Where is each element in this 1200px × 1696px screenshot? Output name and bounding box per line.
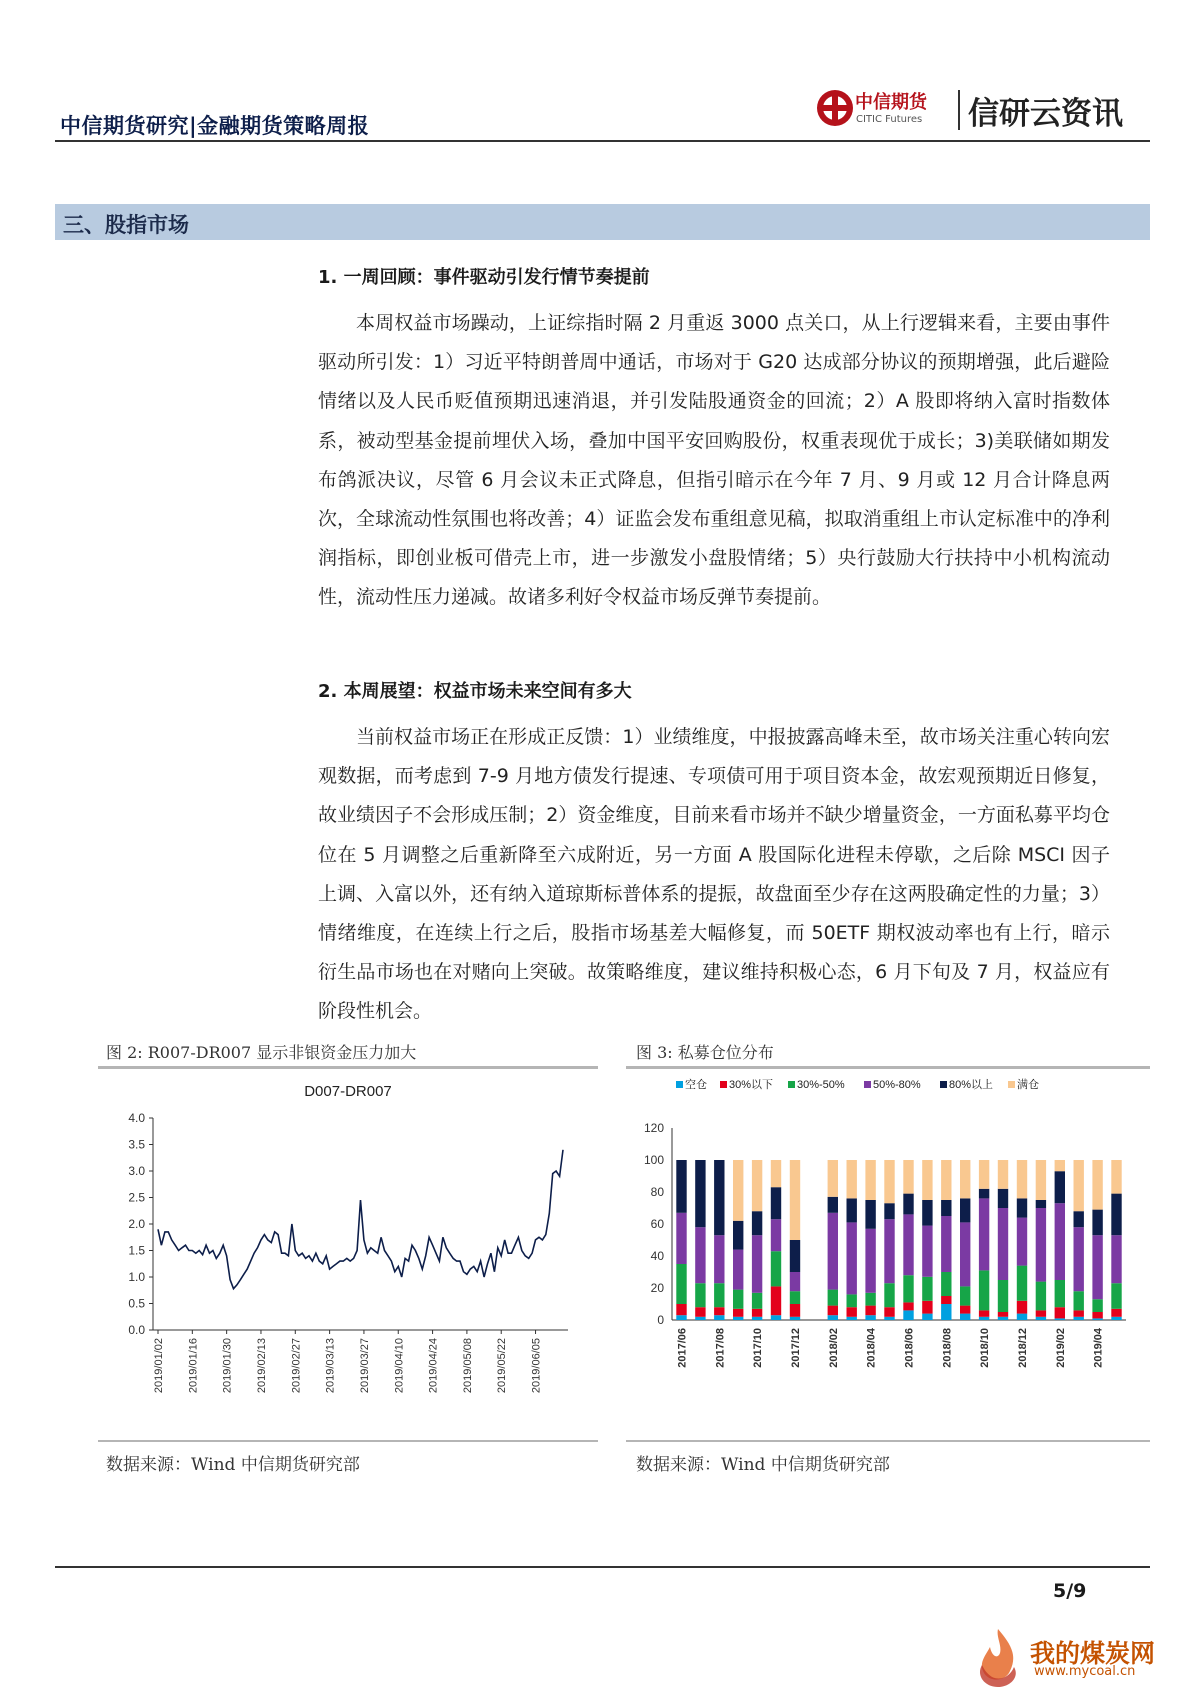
x-tick-label: 2019/04 bbox=[1092, 1328, 1105, 1368]
bar-segment bbox=[1017, 1198, 1027, 1217]
legend-label: 30%-50% bbox=[797, 1079, 845, 1091]
bar-segment bbox=[1017, 1160, 1027, 1198]
bar-segment bbox=[979, 1189, 989, 1199]
bar-segment bbox=[847, 1294, 857, 1307]
brand-name-en: CITIC Futures bbox=[856, 114, 923, 125]
bar-segment bbox=[714, 1235, 724, 1283]
y-tick-label: 0.5 bbox=[128, 1296, 145, 1311]
bar-segment bbox=[752, 1235, 762, 1293]
bar-segment bbox=[1111, 1317, 1121, 1320]
bar-segment bbox=[903, 1275, 913, 1302]
bar-segment bbox=[676, 1315, 686, 1320]
y-tick-label: 40 bbox=[650, 1249, 664, 1263]
bar-segment bbox=[733, 1290, 743, 1309]
bar-segment bbox=[1074, 1310, 1084, 1316]
bar-segment bbox=[1092, 1318, 1102, 1320]
stacked-bar-chart-position bbox=[626, 1072, 1150, 1438]
bar-segment bbox=[790, 1317, 800, 1320]
bar-segment bbox=[998, 1312, 1008, 1317]
bar-segment bbox=[960, 1198, 970, 1222]
figure-3-caption: 图 3: 私募仓位分布 bbox=[636, 1043, 774, 1062]
series-line bbox=[158, 1150, 563, 1289]
bar-segment bbox=[752, 1317, 762, 1320]
bar-segment bbox=[960, 1160, 970, 1198]
x-tick-label: 2019/03/13 bbox=[324, 1338, 337, 1394]
figure-2-top-rule bbox=[98, 1066, 598, 1069]
x-tick-label: 2019/01/16 bbox=[187, 1338, 200, 1394]
x-tick-label: 2019/05/08 bbox=[461, 1338, 474, 1394]
bar-segment bbox=[1036, 1317, 1046, 1320]
bar-segment bbox=[960, 1306, 970, 1314]
bar-segment bbox=[979, 1160, 989, 1189]
legend-swatch bbox=[676, 1081, 683, 1088]
bar-segment bbox=[847, 1317, 857, 1320]
x-tick-label: 2017/12 bbox=[789, 1328, 802, 1368]
bar-segment bbox=[1111, 1160, 1121, 1194]
subsection-title-review: 1. 一周回顾：事件驱动引发行情节奏提前 bbox=[318, 267, 650, 288]
bar-segment bbox=[922, 1160, 932, 1200]
bar-segment bbox=[771, 1286, 781, 1315]
bar-segment bbox=[1036, 1160, 1046, 1200]
x-tick-label: 2019/01/02 bbox=[153, 1338, 165, 1394]
bar-segment bbox=[1055, 1203, 1065, 1280]
bar-segment bbox=[1017, 1314, 1027, 1320]
bar-segment bbox=[733, 1317, 743, 1320]
bar-segment bbox=[733, 1309, 743, 1317]
bar-segment bbox=[790, 1291, 800, 1304]
bar-segment bbox=[1074, 1291, 1084, 1310]
y-tick-label: 4.0 bbox=[128, 1111, 145, 1125]
legend-label: 空仓 bbox=[685, 1079, 707, 1091]
bar-segment bbox=[771, 1187, 781, 1219]
y-tick-label: 80 bbox=[650, 1185, 664, 1199]
x-tick-label: 2019/02 bbox=[1054, 1328, 1067, 1368]
flame-logo-icon bbox=[970, 1625, 1025, 1690]
bar-segment bbox=[998, 1160, 1008, 1189]
x-tick-label: 2017/08 bbox=[714, 1328, 727, 1368]
bar-segment bbox=[1055, 1280, 1065, 1307]
section-title: 三、股指市场 bbox=[63, 213, 189, 237]
bar-segment bbox=[790, 1272, 800, 1291]
bar-segment bbox=[771, 1219, 781, 1251]
watermark-text: 我的煤炭网 bbox=[1030, 1639, 1156, 1668]
x-tick-label: 2019/02/27 bbox=[290, 1338, 303, 1394]
y-tick-label: 2.5 bbox=[128, 1190, 145, 1205]
bar-segment bbox=[922, 1200, 932, 1226]
y-tick-label: 120 bbox=[643, 1121, 664, 1135]
bar-segment bbox=[676, 1304, 686, 1315]
bar-segment bbox=[884, 1283, 894, 1307]
legend-swatch bbox=[940, 1081, 947, 1088]
bar-segment bbox=[1092, 1160, 1102, 1210]
bar-segment bbox=[1092, 1312, 1102, 1318]
bar-segment bbox=[903, 1194, 913, 1215]
bar-segment bbox=[998, 1208, 1008, 1280]
bar-segment bbox=[847, 1222, 857, 1294]
bar-segment bbox=[1111, 1235, 1121, 1283]
figure-3-bottom-rule bbox=[626, 1440, 1150, 1442]
bar-segment bbox=[847, 1307, 857, 1317]
page-number: 5/9 bbox=[1053, 1580, 1087, 1602]
bar-segment bbox=[884, 1219, 894, 1283]
bar-segment bbox=[884, 1317, 894, 1320]
bar-segment bbox=[865, 1315, 875, 1320]
bar-segment bbox=[998, 1280, 1008, 1312]
bar-segment bbox=[676, 1264, 686, 1304]
x-tick-label: 2018/12 bbox=[1016, 1328, 1029, 1368]
bar-segment bbox=[828, 1306, 838, 1316]
legend-label: 30%以下 bbox=[729, 1079, 774, 1091]
bar-segment bbox=[1111, 1194, 1121, 1236]
x-tick-label: 2018/02 bbox=[827, 1328, 840, 1368]
legend-swatch bbox=[1008, 1081, 1015, 1088]
bar-segment bbox=[884, 1160, 894, 1203]
bar-segment bbox=[695, 1283, 705, 1307]
bar-segment bbox=[998, 1317, 1008, 1320]
figure-2-bottom-rule bbox=[98, 1440, 598, 1442]
bar-segment bbox=[998, 1189, 1008, 1208]
bar-segment bbox=[865, 1229, 875, 1293]
x-tick-label: 2017/06 bbox=[676, 1328, 689, 1368]
section-bar bbox=[55, 204, 1150, 240]
bar-segment bbox=[960, 1286, 970, 1305]
y-tick-label: 3.0 bbox=[128, 1164, 145, 1178]
legend-label: 80%以上 bbox=[949, 1079, 994, 1091]
figure-3-source: 数据来源：Wind 中信期货研究部 bbox=[636, 1455, 890, 1475]
bar-segment bbox=[695, 1307, 705, 1317]
bar-segment bbox=[865, 1160, 875, 1200]
x-tick-label: 2018/06 bbox=[903, 1328, 916, 1368]
bar-segment bbox=[979, 1310, 989, 1316]
x-tick-label: 2019/01/30 bbox=[221, 1338, 234, 1394]
bar-segment bbox=[922, 1277, 932, 1301]
bar-segment bbox=[1055, 1307, 1065, 1318]
y-tick-label: 100 bbox=[643, 1153, 664, 1167]
x-tick-label: 2019/06/05 bbox=[530, 1338, 543, 1394]
bar-segment bbox=[979, 1270, 989, 1310]
bar-segment bbox=[960, 1222, 970, 1286]
bar-segment bbox=[676, 1160, 686, 1213]
bar-segment bbox=[828, 1290, 838, 1306]
x-tick-label: 2019/02/13 bbox=[255, 1338, 268, 1394]
bar-segment bbox=[1036, 1282, 1046, 1311]
bar-segment bbox=[733, 1160, 743, 1221]
bar-segment bbox=[752, 1309, 762, 1317]
bar-segment bbox=[771, 1251, 781, 1286]
bar-segment bbox=[733, 1221, 743, 1250]
bar-segment bbox=[1036, 1200, 1046, 1208]
bar-segment bbox=[752, 1293, 762, 1309]
y-tick-label: 1.5 bbox=[128, 1243, 145, 1258]
bar-segment bbox=[771, 1315, 781, 1320]
bar-segment bbox=[941, 1296, 951, 1304]
y-tick-label: 0.0 bbox=[128, 1323, 145, 1337]
bar-segment bbox=[903, 1160, 913, 1194]
chart-title: D007-DR007 bbox=[304, 1083, 392, 1100]
bar-segment bbox=[828, 1315, 838, 1320]
bar-segment bbox=[1055, 1318, 1065, 1320]
bar-segment bbox=[828, 1213, 838, 1290]
header-rule bbox=[55, 140, 1150, 142]
bar-segment bbox=[979, 1317, 989, 1320]
bar-segment bbox=[941, 1304, 951, 1320]
bar-segment bbox=[790, 1304, 800, 1317]
bar-segment bbox=[676, 1213, 686, 1264]
bar-segment bbox=[695, 1317, 705, 1320]
bar-segment bbox=[695, 1227, 705, 1283]
bar-segment bbox=[1092, 1235, 1102, 1299]
bar-segment bbox=[1074, 1160, 1084, 1211]
subsection-title-outlook: 2. 本周展望：权益市场未来空间有多大 bbox=[318, 681, 632, 702]
bar-segment bbox=[979, 1198, 989, 1270]
bar-segment bbox=[865, 1293, 875, 1306]
y-tick-label: 20 bbox=[650, 1281, 664, 1295]
bar-segment bbox=[828, 1197, 838, 1213]
x-tick-label: 2018/04 bbox=[865, 1328, 878, 1368]
bar-segment bbox=[1074, 1317, 1084, 1320]
x-tick-label: 2019/04/24 bbox=[427, 1338, 440, 1394]
report-header-title: 中信期货研究|金融期货策略周报 bbox=[60, 114, 370, 138]
legend-label: 满仓 bbox=[1017, 1079, 1039, 1091]
bar-segment bbox=[941, 1216, 951, 1272]
footer-rule bbox=[55, 1566, 1150, 1568]
bar-segment bbox=[1111, 1283, 1121, 1309]
bar-segment bbox=[865, 1200, 875, 1229]
figure-2-source: 数据来源：Wind 中信期货研究部 bbox=[106, 1455, 360, 1475]
y-tick-label: 2.0 bbox=[128, 1217, 145, 1231]
y-tick-label: 0 bbox=[657, 1313, 664, 1327]
bar-segment bbox=[941, 1272, 951, 1296]
x-tick-label: 2019/03/27 bbox=[358, 1338, 371, 1394]
bar-segment bbox=[865, 1306, 875, 1316]
bar-segment bbox=[790, 1240, 800, 1272]
bar-segment bbox=[790, 1160, 800, 1240]
x-tick-label: 2018/08 bbox=[941, 1328, 954, 1368]
legend-swatch bbox=[720, 1081, 727, 1088]
y-tick-label: 60 bbox=[650, 1217, 664, 1231]
bar-segment bbox=[922, 1314, 932, 1320]
bar-segment bbox=[922, 1226, 932, 1277]
x-tick-label: 2019/04/10 bbox=[393, 1338, 406, 1394]
bar-segment bbox=[903, 1214, 913, 1275]
bar-segment bbox=[847, 1160, 857, 1198]
figure-3-top-rule bbox=[626, 1066, 1150, 1069]
bar-segment bbox=[752, 1160, 762, 1211]
x-tick-label: 2019/05/22 bbox=[496, 1338, 509, 1394]
brand-name-cn: 中信期货 bbox=[855, 92, 927, 113]
bar-segment bbox=[941, 1160, 951, 1200]
legend-swatch bbox=[788, 1081, 795, 1088]
y-tick-label: 1.0 bbox=[128, 1270, 145, 1284]
bar-segment bbox=[1055, 1171, 1065, 1203]
bar-segment bbox=[1074, 1227, 1084, 1291]
bar-segment bbox=[884, 1307, 894, 1317]
bar-segment bbox=[1036, 1310, 1046, 1316]
bar-segment bbox=[714, 1315, 724, 1320]
bar-segment bbox=[714, 1307, 724, 1315]
bar-segment bbox=[847, 1198, 857, 1222]
bar-segment bbox=[941, 1200, 951, 1216]
legend-swatch bbox=[864, 1081, 871, 1088]
bar-segment bbox=[733, 1250, 743, 1290]
bar-segment bbox=[1055, 1160, 1065, 1171]
bar-segment bbox=[695, 1160, 705, 1227]
bar-segment bbox=[1017, 1301, 1027, 1314]
bar-segment bbox=[1017, 1218, 1027, 1266]
paragraph-review: 本周权益市场躁动，上证综指时隔 2 月重返 3000 点关口，从上行逻辑来看，主要由事件驱动所引发：1）习近平特朗普周中通话，市场对于 G20 达成部分协议的预期增强，此后避险情绪以及人民币贬值预期迅速消退，并引发陆股通资金的回流；2）A 股即将纳入富时指数体系，被动型基金提前埋伏入场，叠加中国平安回购股份，权重表现优于成长；3)美联储如期发布鸽派决议，尽管 6 月会议未正式降息，但指引暗示在今年 7 月、9 月或 12 月合计降息两次，全球流动性氛围也将改善；4）证监会发布重组意见稿，拟取消重组上市认定标准中的净利润指标，即创业板可借壳上市，进一步激发小盘股情绪；5）央行鼓励大行扶持中小机构流动性，流动性压力递减。故诸多利好令权益市场反弹节奏提前。 bbox=[318, 312, 1110, 609]
bar-segment bbox=[714, 1160, 724, 1235]
bar-segment bbox=[1036, 1208, 1046, 1282]
bar-segment bbox=[922, 1301, 932, 1314]
bar-segment bbox=[1092, 1210, 1102, 1236]
bar-segment bbox=[903, 1310, 913, 1320]
bar-segment bbox=[828, 1160, 838, 1197]
bar-segment bbox=[1074, 1211, 1084, 1227]
bar-segment bbox=[1092, 1299, 1102, 1312]
bar-segment bbox=[771, 1160, 781, 1187]
figure-2-caption: 图 2: R007-DR007 显示非银资金压力加大 bbox=[106, 1043, 417, 1062]
bar-segment bbox=[903, 1302, 913, 1310]
y-tick-label: 3.5 bbox=[128, 1137, 145, 1152]
bar-segment bbox=[714, 1283, 724, 1307]
watermark-url: www.mycoal.cn bbox=[1034, 1664, 1136, 1679]
bar-segment bbox=[960, 1314, 970, 1320]
x-tick-label: 2017/10 bbox=[752, 1328, 765, 1368]
x-tick-label: 2018/10 bbox=[979, 1328, 992, 1368]
brand-right-title: 信研云资讯 bbox=[968, 96, 1123, 132]
bar-segment bbox=[1111, 1309, 1121, 1317]
bar-segment bbox=[884, 1203, 894, 1219]
brand-separator bbox=[958, 90, 960, 130]
bar-segment bbox=[1017, 1266, 1027, 1301]
line-chart-r007-dr007 bbox=[98, 1072, 598, 1438]
paragraph-outlook: 当前权益市场正在形成正反馈：1）业绩维度，中报披露高峰未至，故市场关注重心转向宏观数据，而考虑到 7-9 月地方债发行提速、专项债可用于项目资本金，故宏观预期近日修复，故业绩因子不会形成压制；2）资金维度，目前来看市场并不缺少增量资金，一方面私募平均仓位在 5 月调整之后重新降至六成附近，另一方面 A 股国际化进程未停歇，之后除 MSCI 因子上调、入富以外，还有纳入道琼斯标普体系的提振，故盘面至少存在这两股确定性的力量；3）情绪维度，在连续上行之后，股指市场基差大幅修复，而 50ETF 期权波动率也有上行，暗示衍生品市场也在对赌向上突破。故策略维度，建议维持积极心态，6 月下旬及 7 月，权益应有阶段性机会。 bbox=[318, 726, 1110, 1023]
bar-segment bbox=[752, 1211, 762, 1235]
legend-label: 50%-80% bbox=[873, 1079, 921, 1091]
